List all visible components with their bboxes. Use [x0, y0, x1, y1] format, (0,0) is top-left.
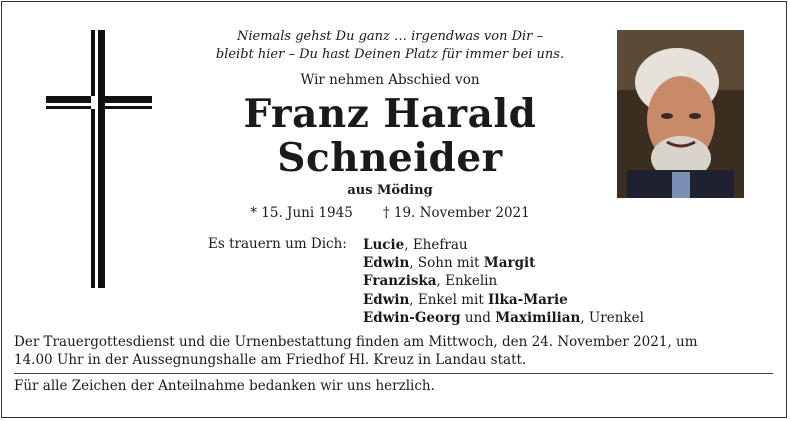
mourner-name: Margit — [483, 255, 536, 272]
mourner-row — [363, 236, 644, 254]
name-line: Schneider — [277, 135, 503, 181]
mourner-relation: und — [460, 309, 496, 326]
verse-line: bleibt hier – Du hast Deinen Platz für immer bei uns. — [215, 47, 565, 62]
mourner-relation: , Enkel mit — [409, 291, 489, 308]
mourner-relation: , Ehefrau — [404, 237, 468, 253]
mourner-row — [363, 272, 644, 290]
service-line: Der Trauergottesdienst und die Urnenbestattung finden am Mittwoch, den 24. November 2021, um — [14, 334, 698, 350]
thanks-text: Für alle Zeichen der Anteilnahme bedanken wir uns herzlich. — [14, 378, 435, 394]
birth-date: * 15. Juni 1945 — [250, 205, 353, 221]
cross-icon — [46, 30, 152, 288]
mourner-name: Edwin — [363, 291, 410, 308]
mourner-name: Franziska — [363, 273, 437, 290]
service-info — [14, 333, 764, 369]
mourners-list — [363, 236, 644, 327]
mourner-name: Lucie — [363, 237, 405, 253]
mourner-name: Edwin — [363, 255, 410, 272]
service-line: 14.00 Uhr in der Aussegnungshalle am Friedhof Hl. Kreuz in Landau statt. — [14, 352, 527, 368]
life-dates — [190, 205, 590, 221]
mourner-row — [363, 309, 644, 327]
mourner-row — [363, 254, 644, 272]
mourner-row — [363, 291, 644, 309]
divider — [14, 373, 773, 374]
origin: aus Möding — [347, 183, 433, 198]
name-line: Franz Harald — [243, 91, 537, 137]
verse-line: Niemals gehst Du ganz … irgendwas von Dir – — [236, 29, 544, 44]
deceased-name — [190, 92, 590, 180]
death-date: † 19. November 2021 — [382, 205, 530, 221]
mourner-relation: , Sohn mit — [409, 255, 484, 272]
mourner-relation: , Enkelin — [436, 273, 498, 290]
mourners-label: Es trauern um Dich: — [208, 236, 347, 252]
mourner-name: Ilka-Marie — [488, 291, 568, 308]
intro-text: Wir nehmen Abschied von — [300, 72, 480, 88]
mourner-name: Maximilian — [495, 309, 581, 326]
mourner-name: Edwin-Georg — [363, 309, 461, 326]
portrait-photo — [617, 30, 744, 198]
verse — [190, 28, 590, 64]
mourner-relation: , Urenkel — [580, 309, 644, 326]
